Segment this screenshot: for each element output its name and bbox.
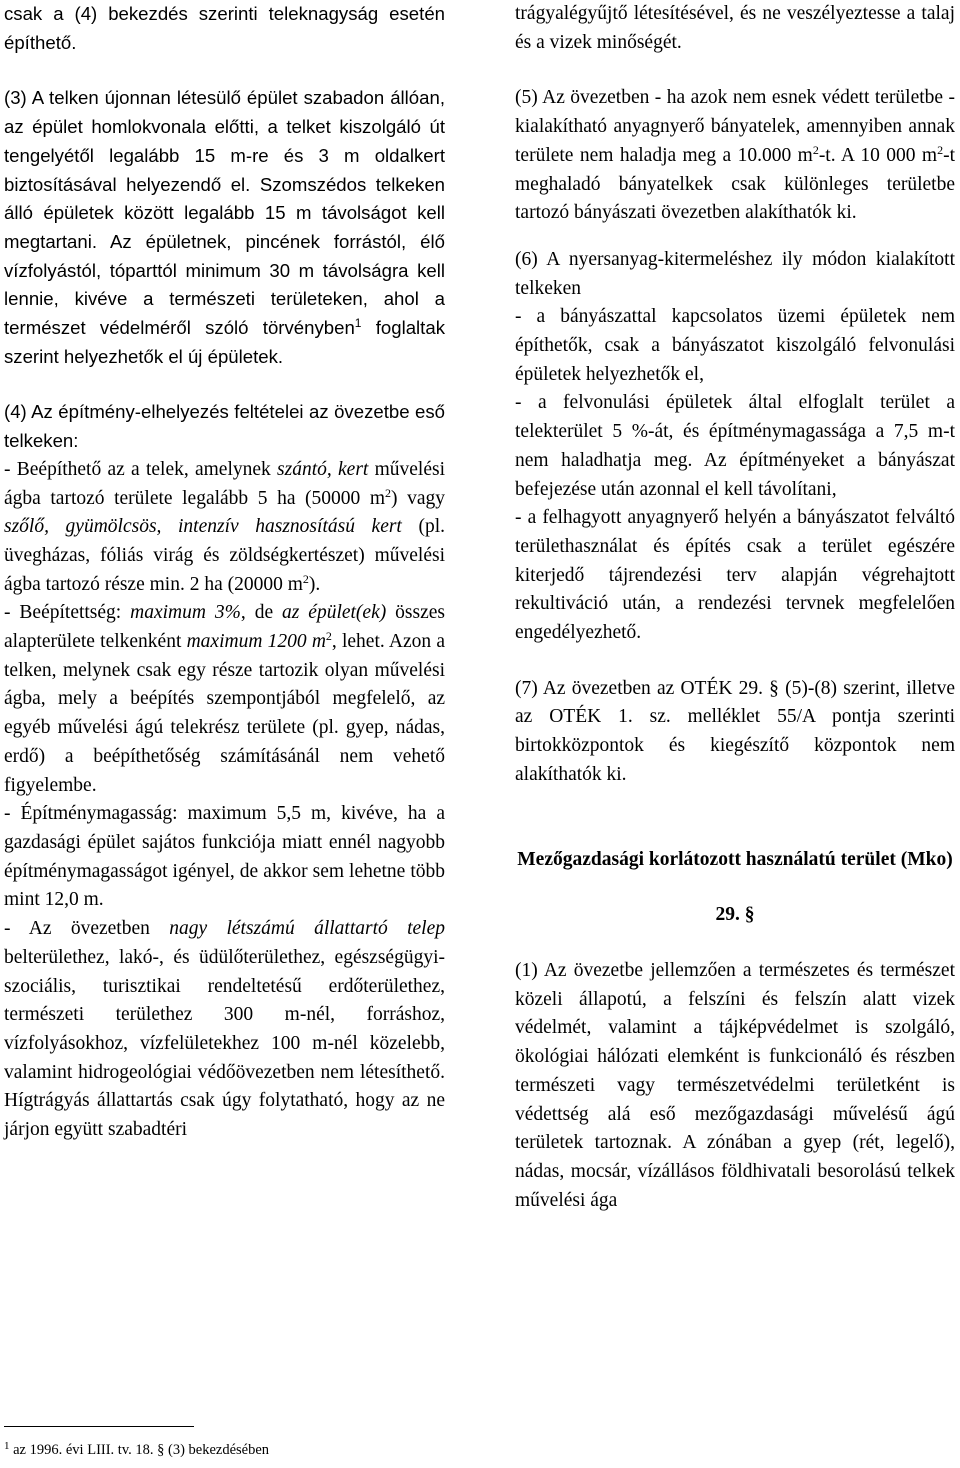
- p4a-text-5: ).: [308, 573, 321, 595]
- section-title: Mezőgazdasági korlátozott használatú terület (Mko): [517, 848, 953, 870]
- paragraph-3-end: foglaltak szerint helyezhetők el új épületek.: [4, 317, 445, 367]
- paragraph-6-item-c: - a felhagyott anyagnyerő helyén a bányászatot felváltó területhasználat és építés csak a terület egészére kiterjedő tájrendezési terv alapján végrehajtott rekultiváció után, a rendezési tervnek megfelelően engedélyezhető.: [515, 507, 955, 644]
- p4a-sup-2: 2: [302, 571, 309, 586]
- p4b-text-4: , lehet. Azon a telken, melynek csak egy része tartozik olyan művelési ágba, mely a beépítés szempontjából megfelelő, az egyéb művelési ágú telekrész területe (pl. gyep, nádas, erdő) a beépíthetőség számításánál nem vehető figyelembe.: [4, 631, 445, 796]
- p4b-italic-3: maximum 1200 m: [186, 631, 326, 653]
- paragraph-29-1: (1) Az övezetbe jellemzően a természetes és természet közeli állapotú, a felszíni és felszín alatt vizek védelmét, valamint a tájképvédelmet is szolgáló, ökológiai hálózati elemként is funkcionáló és részben természeti vagy természetvédelmi területként is védettség alá eső mezőgazdasági művelésű ágú területek tartoznak. A zónában a gyep (rét, legelő), nádas, mocsár, vízállásos földhivatali besorolású telkek művelési ága: [515, 959, 955, 1211]
- paragraph-4-heading: (4) Az építmény-elhelyezés feltételei az övezetbe eső telkeken:: [4, 401, 445, 452]
- footnote-ref: 1: [354, 316, 362, 331]
- footnote-mark: 1: [4, 1440, 10, 1452]
- paragraph-6-heading: (6) A nyersanyag-kitermeléshez ily módon kialakított telkeken: [515, 248, 955, 299]
- p4a-text-3: ) vagy: [391, 487, 446, 509]
- p4b-italic-1: maximum 3%: [130, 602, 241, 624]
- p4a-italic-2: szőlő, gyümölcsös, intenzív hasznosítású kert: [4, 516, 402, 538]
- p4b-text-1: - Beépítettség:: [4, 602, 131, 624]
- paragraph-4-body: [4, 456, 445, 1145]
- paragraph-4-item-b: [4, 599, 445, 800]
- p4d-italic-1: nagy létszámú állattartó telep: [169, 918, 445, 940]
- p4a-text-2: művelési ágba tartozó területe legalább 5 ha (50000 m: [4, 458, 445, 509]
- p5-sup-1: 2: [812, 142, 819, 157]
- p4a-sup-1: 2: [385, 485, 392, 500]
- paragraph-3-text: (3) A telken újonnan létesülő épület szabadon állóan, az épület homlokvonala előtti, a telket kiszolgáló út tengelyétől legalább 15 m-re és 3 m oldalkert biztosításával helyezendő el. Szomszédos telkeken álló épületek között legalább 15 m távolságot kell megtartani. Az épületnek, pincének forrástól, élő vízfolyástól, tóparttól minimum 30 m távolságra kell lennie, kivéve a természeti területeken, ahol a természet védelméről szóló törvényben: [4, 87, 445, 339]
- p4b-text-3: összes alapterülete telkenként: [4, 602, 445, 653]
- p4a-text-1: - Beépíthető az a telek, amelynek: [4, 458, 278, 480]
- paragraph-6-item-a: - a bányászattal kapcsolatos üzemi épületek nem építhetők, csak a bányászatot kiszolgáló felvonulási épületek helyezhetők el,: [515, 306, 955, 385]
- p4b-italic-2: az épület(ek): [282, 602, 387, 624]
- p5-text-2: -t. A 10 000 m: [818, 144, 938, 166]
- right-column: [515, 0, 955, 1215]
- paragraph-4-item-c: - Építménymagasság: maximum 5,5 m, kivéve, ha a gazdasági épület sajátos funkciója miatt ennél nagyobb építménymagasságot igényel, de akkor sem lehetne több mint 12,0 m.: [4, 803, 445, 911]
- section-number: 29. §: [715, 904, 755, 926]
- left-column: [4, 0, 445, 1145]
- footnote: [4, 1440, 269, 1460]
- paragraph-7: (7) Az övezetben az OTÉK 29. § (5)-(8) szerint, illetve az OTÉK 1. sz. melléklet 55/A pontja szerinti birtokközpontok és kiegészítő központok nem alakíthatók ki.: [515, 677, 955, 785]
- p4b-sup: 2: [325, 629, 332, 644]
- p4d-text-1: - Az övezetben: [4, 918, 170, 940]
- right-intro-paragraph: trágyalégyűjtő létesítésével, és ne veszélyeztesse a talaj és a vizek minőségét.: [515, 3, 955, 53]
- paragraph-5: [515, 84, 955, 228]
- p4d-text-2: belterülethez, lakó-, és üdülőterülethez, egészségügyi- szociális, turisztikai rendeltetésű erdőterülethez, természeti területhez 300 m-nél, forráshoz, vízfolyásokhoz, vízfelületekhez 100 m-nél közelebb, valamint hidrogeológiai védőövezetben nem létesíthető. Hígtrágyás állattartás csak úgy folytatható, hogy az ne járjon együtt szabadtéri: [4, 946, 445, 1141]
- p4a-text-4: (pl. üvegházas, fóliás virág és zöldségkertészet) művelési ágba tartozó része min. 2 ha (20000 m: [4, 516, 445, 595]
- intro-paragraph: csak a (4) bekezdés szerinti teleknagyság esetén építhető.: [4, 3, 445, 53]
- p5-text-1: (5) Az övezetben - ha azok nem esnek védett területbe - kialakítható anyagnyerő bányatelek, amennyiben annak területe nem haladja meg a 10.000 m: [515, 87, 955, 166]
- p5-text-3: -t meghaladó bányatelkek csak különleges területbe tartozó bányászati övezetben alakíthatók ki.: [515, 144, 956, 224]
- paragraph-4-item-a: [4, 456, 445, 600]
- p4b-text-2: , de: [240, 602, 283, 624]
- paragraph-3: [4, 84, 445, 371]
- footnote-separator: [4, 1426, 194, 1427]
- paragraph-4-item-d: [4, 915, 445, 1145]
- footnote-text: az 1996. évi LIII. tv. 18. § (3) bekezdésében: [9, 1442, 270, 1458]
- p5-sup-2: 2: [937, 142, 944, 157]
- paragraph-6-item-b: - a felvonulási épületek által elfoglalt terület a telekterület 5 %-át, és építménymagassága a 7,5 m-t nem haladhatja meg. Az építményeket a bányászat befejezése után azonnal el kell távolítani,: [515, 392, 955, 500]
- p4a-italic-1: szántó, kert: [277, 458, 369, 480]
